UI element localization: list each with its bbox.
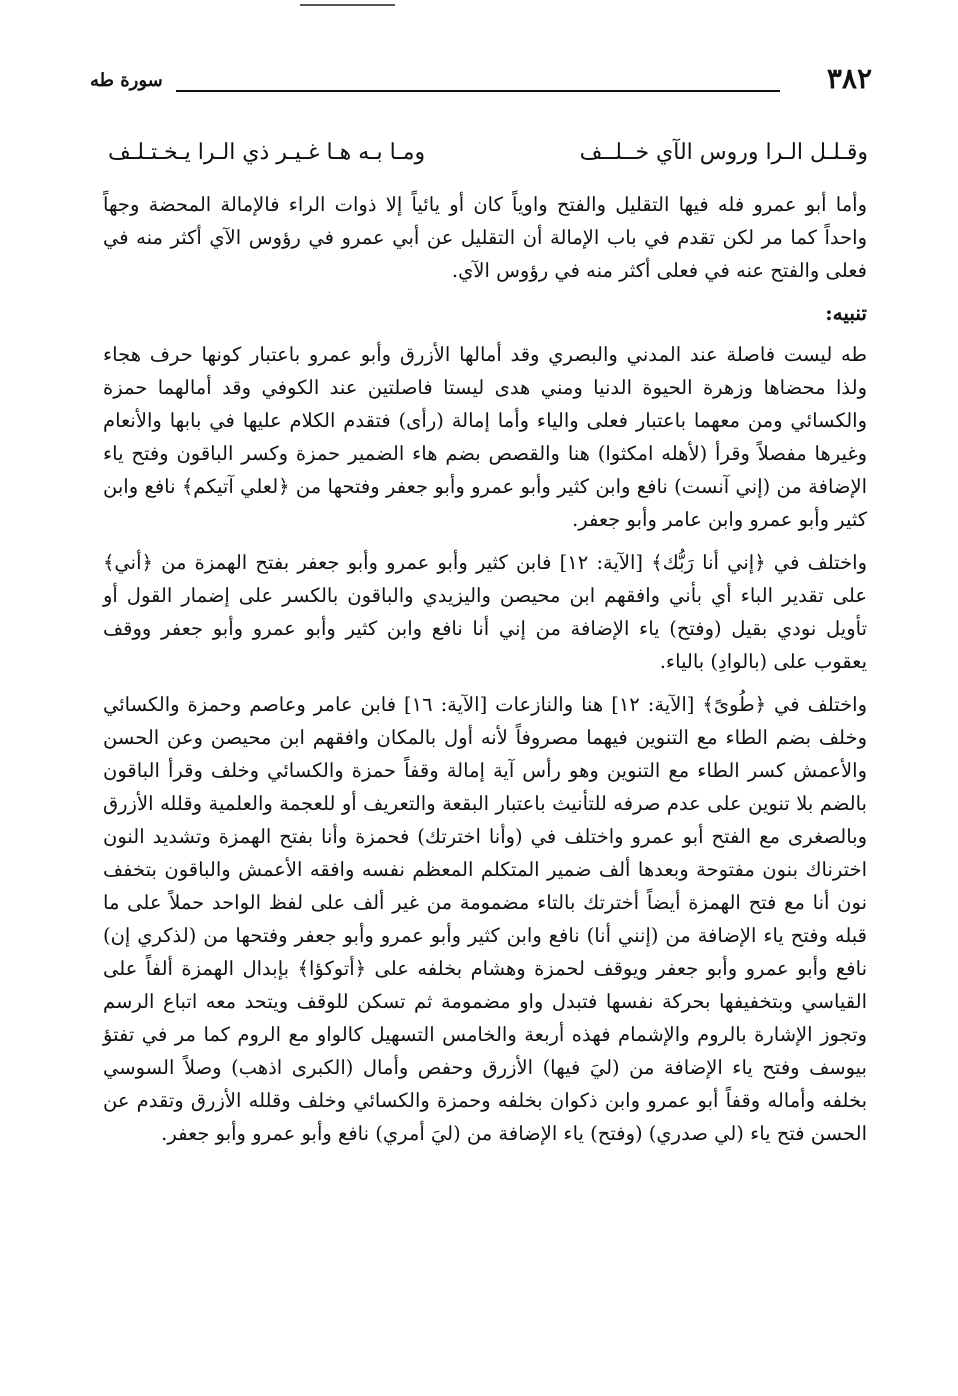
page-body	[103, 188, 867, 1160]
page-header	[90, 62, 872, 102]
section-heading-tanbih: تنبيه:	[825, 301, 867, 325]
surah-title: سورة طه	[90, 70, 163, 91]
header-divider	[176, 90, 780, 92]
paragraph-tuwa: واختلف في ﴿طُوىً﴾ [الآية: ١٢] هنا والنازعات [الآية: ١٦] فابن عامر وعاصم وحمزة والكسائي وخلف بضم الطاء مع التنوين فيهما مصروفاً لأنه أول بالمكان وافقهم ابن محيصن وعن الحسن والأعمش كسر الطاء مع التنوين وهو رأس آية إمالة وقفاً حمزة والكسائي وخلف وقرأ الباقون بالضم بلا تنوين على عدم صرفه للتأنيث باعتبار البقعة والتعريف أو للعجمة والعلمية وقلله الأزرق وبالصغرى مع الفتح أبو عمرو واختلف في (وأنا اخترتك) فحمزة وأنا بفتح الهمزة وتشديد النون اخترناك بنون مفتوحة وبعدها ألف ضمير المتكلم المعظم نفسه وافقه الأعمش والباقون بتخفف نون أنا مع فتح الهمزة أيضاً أخترتك بالتاء مضمومة من غير ألف على لفظ الواحد حملاً على ما قبله وفتح ياء الإضافة من (إنني أنا) نافع وابن كثير وأبو عمرو وأبو جعفر وفتحها من (لذكري إن) نافع وأبو عمرو وأبو جعفر ويوقف لحمزة وهشام بخلفه على ﴿أتوكؤا﴾ بإبدال الهمزة ألفاً على القياسي وبتخفيفها بحركة نفسها فتبدل واو مضمومة ثم تسكن للوقف ويتحد معه اتباع الرسم وتجوز الإشارة بالروم والإشمام فهذه أربعة والخامس التسهيل كالواو مع الروم كما مر في تفتؤ بيوسف وفتح ياء الإضافة من (ليَ فيها) الأزرق وحفص وأمال (الكبرى اذهب) وصلاً السوسي بخلفه وأماله وقفاً أبو عمرو وابن ذكوان بخلفه وحمزة والكسائي وخلف وقلله الأزرق وتقدم عن الحسن فتح ياء (لي صدري) (وفتح) ياء الإضافة من (ليَ أمري) نافع وأبو عمرو وأبو جعفر.	[103, 693, 867, 1145]
page-number: ٣٨٢	[826, 62, 872, 95]
paragraph-abu-amr: وأما أبو عمرو فله فيها التقليل والفتح واوياً كان أو يائياً إلا ذوات الراء فالإمالة المحضة وجهاً واحداً كما مر لكن تقدم في باب الإمالة أن التقليل عن أبي عمرو في رؤوس الآي أكثر منه في فعلى والفتح عنه في فعلى أكثر منه في رؤوس الآي.	[103, 193, 867, 282]
top-rule-mark	[300, 4, 395, 6]
verse-first-hemistich: وقـلـل الـرا وروس الآي خــلــف	[579, 140, 868, 165]
verse-second-hemistich: ومـا بـه هـا غـيـر ذي الـرا يـخـتـلـف	[108, 140, 426, 165]
paragraph-inni-ana: واختلف في ﴿إني أنا رَبُّك﴾ [الآية: ١٢] فابن كثير وأبو عمرو وأبو جعفر بفتح الهمزة من ﴿أني﴾ على تقدير الباء أي بأني وافقهم ابن محيصن واليزيدي والباقون بالكسر على إضمار القول أو تأويل نودي بقيل (وفتح) ياء الإضافة من إني أنا نافع وابن كثير وأبو عمرو وأبو جعفر ووقف يعقوب على (بالوادِ) بالياء.	[103, 551, 867, 673]
poem-verse	[108, 140, 868, 180]
paragraph-taha: طه ليست فاصلة عند المدني والبصري وقد أمالها الأزرق وأبو عمرو باعتبار كونها حرف هجاء ولذا محضاها وزهرة الحيوة الدنيا ومني هدى ليستا فاصلتين عند الكوفي وقد أمالهما حمزة والكسائي ومن معهما باعتبار فعلى والياء وأما إمالة (رأى) فتقدم الكلام عليها في بابها والأنعام وغيرها مفصلاً وقرأ (لأهله امكثوا) هنا والقصص بضم هاء الضمير حمزة وكسر الباقون وفتح ياء الإضافة من (إني آنست) نافع وابن كثير وأبو عمرو وأبو جعفر وفتحها من ﴿لعلي آتيكم﴾ نافع وابن كثير وأبو عمرو وابن عامر وأبو جعفر.	[103, 343, 867, 531]
